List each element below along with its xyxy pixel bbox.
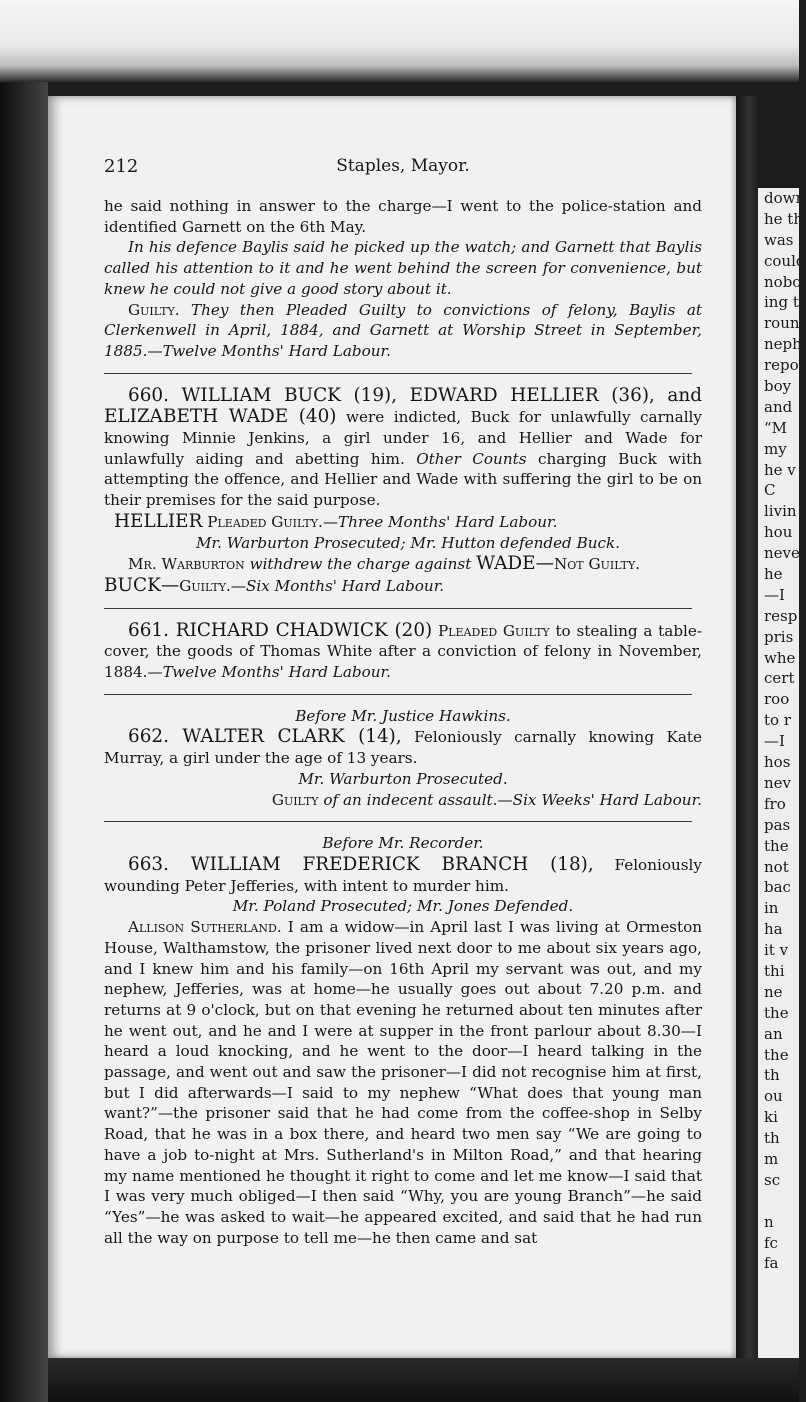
facing-page-line: was <box>764 230 794 249</box>
facing-page-line: whe <box>764 648 796 667</box>
case-662-verdict: Guilty of an indecent assault.—Six Weeks' Hard Labour. <box>271 790 702 809</box>
facing-page-line: roun <box>764 314 800 333</box>
facing-page-line: the <box>764 1003 789 1022</box>
page-number: 212 <box>104 156 139 177</box>
section-rule <box>104 373 692 374</box>
facing-page-line: —I <box>764 585 785 604</box>
section-rule <box>104 694 692 695</box>
book-binding <box>0 82 48 1402</box>
facing-page-line: th <box>764 1129 780 1148</box>
facing-page-line: thi <box>764 961 785 980</box>
facing-page-line: hos <box>764 753 791 772</box>
running-title: Staples, Mayor. <box>336 156 470 176</box>
facing-page-line: pas <box>764 815 791 834</box>
case-660-title: 660. WILLIAM BUCK (19), EDWARD HELLIER (36), and ELIZABETH WADE (40) <box>104 384 702 428</box>
book-bottom-edge <box>48 1358 799 1402</box>
facing-page-line: hou <box>764 523 793 542</box>
case-662-prosecution: Mr. Warburton Prosecuted. <box>298 769 508 788</box>
facing-page-line: he <box>764 565 783 584</box>
carryover-verdict: Guilty. They then Pleaded Guilty to convictions of felony, Baylis at Clerkenwell in April, 1884, and Garnett at Worship Street in September, 1885.—Twelve Months' Hard Labour. <box>104 300 702 360</box>
facing-page-line: the <box>764 836 789 855</box>
case-660-withdrawal: Mr. Warburton withdrew the charge against WADE—Not Guilty. <box>128 553 641 575</box>
facing-page-line: nobo <box>764 272 802 291</box>
case-661: 661. RICHARD CHADWICK (20) Pleaded Guilty to stealing a table-cover, the goods of Thomas White after a conviction of felony in November, 1884.—Twelve Months' Hard Labour. <box>104 619 703 682</box>
running-head <box>104 156 702 182</box>
facing-page-line: resp <box>764 606 798 625</box>
facing-page-line: ing t <box>764 293 799 312</box>
facing-page-line: neve <box>764 544 800 563</box>
facing-page-line: —I <box>764 732 785 751</box>
facing-page-line: boy <box>764 377 792 396</box>
case-660-prosecution: Mr. Warburton Prosecuted; Mr. Hutton defended Buck. <box>196 533 621 552</box>
case-660-hellier-verdict: HELLIER Pleaded Guilty.—Three Months' Hard Labour. <box>114 510 558 532</box>
facing-page-line: and <box>764 397 793 416</box>
case-663-before: Before Mr. Recorder. <box>322 834 484 853</box>
facing-page-line: cert <box>764 669 795 688</box>
witness-name: Allison Sutherland. <box>128 918 282 937</box>
facing-page-line: neph <box>764 335 802 354</box>
facing-page-line: fa <box>764 1254 779 1273</box>
facing-page-line: ne <box>764 982 783 1001</box>
facing-page-line: fc <box>764 1233 778 1252</box>
case-663-testimony: Allison Sutherland. I am a widow—in April last I was living at Ormeston House, Walthamstow, the prisoner lived next door to me about six years ago, and I knew him and his family—on 16th April my servant was out, and my nephew, Jefferies, was at home—he usually goes out about 7.20 p.m. and returns at 9 o'clock, but on that evening he returned about ten minutes after he went out, and he and I were at supper in the front parlour about 8.30—I heard a loud knocking, and he went to the door—I heard talking in the passage, and went out and saw the prisoner—I did not recognise him at first, but I did afterwards—I said to my nephew “What does that young man want?”—the prisoner said that he had come from the coffee-shop in Selby Road, that he was in a box there, and heard two men say “We are going to have a job to-night at Mrs. Sutherland's in Milton Road,” and that hearing my name mentioned he thought it right to come and let me know—I said that I was very much obliged—I then said “Why, you are young Branch”—he said “Yes”—he was asked to wait—he appeared excited, and said that he had run all the way on purpose to tell me—he then came and sat <box>104 918 703 1247</box>
page-content <box>104 156 702 1248</box>
facing-page-line: livin <box>764 502 797 521</box>
case-660-buck-verdict: BUCK—Guilty.—Six Months' Hard Labour. <box>104 574 445 596</box>
section-rule <box>104 608 692 609</box>
facing-page-fragment <box>758 188 806 1402</box>
facing-page-line <box>758 1191 799 1212</box>
facing-page-line: not <box>764 857 789 876</box>
facing-page-line: in <box>764 899 779 918</box>
facing-page-line: th <box>764 1066 780 1085</box>
facing-page-line: could <box>764 251 806 270</box>
facing-page-line: C <box>764 481 776 500</box>
facing-page-line: an <box>764 1024 783 1043</box>
facing-page-line: ou <box>764 1087 783 1106</box>
facing-page-line: n <box>764 1212 774 1231</box>
case-662-before: Before Mr. Justice Hawkins. <box>295 706 511 725</box>
case-663: 663. WILLIAM FREDERICK BRANCH (18), Feloniously wounding Peter Jefferies, with intent to murder him. <box>104 853 702 895</box>
facing-page-line: m <box>764 1149 779 1168</box>
case-662-title: 662. WALTER CLARK (14), <box>128 726 402 748</box>
facing-page-line: he v <box>764 460 796 479</box>
section-rule <box>104 821 692 822</box>
facing-page-line: to r <box>764 711 791 730</box>
book-gutter <box>736 96 758 1358</box>
book-page <box>48 96 736 1358</box>
carryover-text: he said nothing in answer to the charge—I went to the police-station and identified Garnett on the 6th May. <box>104 197 702 236</box>
facing-page-line: roo <box>764 690 790 709</box>
facing-page-line: my <box>764 439 787 458</box>
facing-page-line: nev <box>764 773 792 792</box>
carryover-defence: In his defence Baylis said he picked up the watch; and Garnett that Baylis called his attention to it and he went behind the screen for convenience, but knew he could not give a good story about it. <box>104 238 702 298</box>
facing-page-line: pris <box>764 627 794 646</box>
facing-page-line: “M <box>764 418 788 437</box>
facing-page-line: it v <box>764 941 789 960</box>
case-660: 660. WILLIAM BUCK (19), EDWARD HELLIER (36), and ELIZABETH WADE (40) were indicted, Buck for unlawfully carnally knowing Minnie Jenkins, a girl under 16, and Hellier and Wade for unlawfully aiding and abetting him. Other Counts charging Buck with attempting the offence, and Hellier and Wade with suffering the girl to be on their premises for the said purpose. <box>104 384 703 510</box>
scan-background-top <box>0 0 799 82</box>
facing-page-line: ha <box>764 920 783 939</box>
facing-page-line: bac <box>764 878 791 897</box>
facing-page-line: down <box>764 189 806 207</box>
facing-page-line: he th <box>764 209 803 228</box>
facing-page-line: fro <box>764 794 786 813</box>
case-663-prosecution: Mr. Poland Prosecuted; Mr. Jones Defended. <box>232 897 574 916</box>
case-661-title: 661. RICHARD CHADWICK (20) <box>128 619 433 641</box>
case-662: 662. WALTER CLARK (14), Feloniously carnally knowing Kate Murray, a girl under the age of 13 years. <box>104 726 703 768</box>
facing-page-line: ki <box>764 1108 778 1127</box>
facing-page-line: the <box>764 1045 789 1064</box>
case-663-title: 663. WILLIAM FREDERICK BRANCH (18), <box>128 853 594 875</box>
facing-page-line: sc <box>764 1170 781 1189</box>
facing-page-line: repo <box>764 356 799 375</box>
